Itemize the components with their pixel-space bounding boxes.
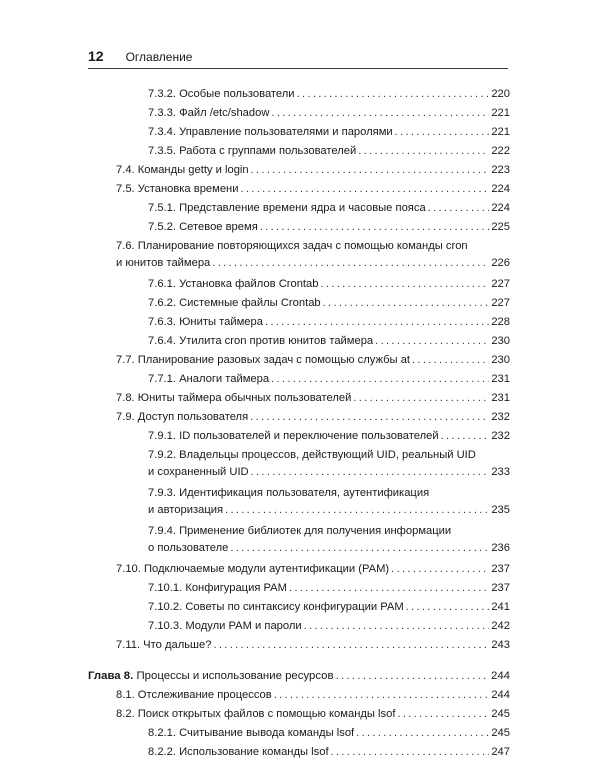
toc-entry-8-2[interactable]: 8.2. Поиск открытых файлов с помощью команды lsof ..... 245 <box>116 706 510 723</box>
toc-entry-7-11[interactable]: 7.11. Что дальше? ..... 243 <box>116 637 510 654</box>
toc-chapter-8[interactable]: Глава 8. Процессы и использование ресурсов ..... 244 <box>88 668 510 685</box>
toc-entry-7-6-4[interactable]: 7.6.4. Утилита cron против юнитов таймера ..... 230 <box>148 333 510 350</box>
toc-entry-7-9[interactable]: 7.9. Доступ пользователя ..... 232 <box>116 409 510 426</box>
toc-entry-7-5-2[interactable]: 7.5.2. Сетевое время ..... 225 <box>148 219 510 236</box>
toc-entry-7-3-2[interactable]: 7.3.2. Особые пользователи ..... 220 <box>148 86 510 103</box>
toc-entry-7-10-3[interactable]: 7.10.3. Модули PAM и пароли ..... 242 <box>148 618 510 635</box>
toc-entry-7-10-1[interactable]: 7.10.1. Конфигурация PAM ..... 237 <box>148 580 510 597</box>
toc-entry-7-7[interactable]: 7.7. Планирование разовых задач с помощью службы at ..... 230 <box>116 352 510 369</box>
toc-entry-7-3-4[interactable]: 7.3.4. Управление пользователями и паролями ..... 221 <box>148 124 510 141</box>
toc-entry-7-3-3[interactable]: 7.3.3. Файл /etc/shadow ..... 221 <box>148 105 510 122</box>
toc-entry-7-10[interactable]: 7.10. Подключаемые модули аутентификации (PAM) ..... 237 <box>116 561 510 578</box>
toc-entry-7-9-3[interactable]: 7.9.3. Идентификация пользователя, аутентификация и авторизация ..... 235 <box>148 485 510 519</box>
toc-entry-8-1[interactable]: 8.1. Отслеживание процессов ..... 244 <box>116 687 510 704</box>
toc-entry-7-4[interactable]: 7.4. Команды getty и login ..... 223 <box>116 162 510 179</box>
toc-entry-7-5[interactable]: 7.5. Установка времени ..... 224 <box>116 181 510 198</box>
toc-entry-7-3-5[interactable]: 7.3.5. Работа с группами пользователей ..... 222 <box>148 143 510 160</box>
toc-entry-7-9-2[interactable]: 7.9.2. Владельцы процессов, действующий UID, реальный UID и сохраненный UID ..... 233 <box>148 447 510 481</box>
toc-entry-7-9-1[interactable]: 7.9.1. ID пользователей и переключение пользователей ..... 232 <box>148 428 510 445</box>
toc-entry-7-10-2[interactable]: 7.10.2. Советы по синтаксису конфигурации PAM ..... 241 <box>148 599 510 616</box>
page-number: 12 <box>88 48 104 64</box>
chapter-label: Глава 8. <box>88 670 134 682</box>
toc-entry-7-6-1[interactable]: 7.6.1. Установка файлов Crontab ..... 227 <box>148 276 510 293</box>
page-header <box>88 44 508 69</box>
toc-entry-7-9-4[interactable]: 7.9.4. Применение библиотек для получения информации о пользователе ..... 236 <box>148 523 510 557</box>
toc-entry-7-7-1[interactable]: 7.7.1. Аналоги таймера ..... 231 <box>148 371 510 388</box>
toc-entry-7-6-2[interactable]: 7.6.2. Системные файлы Crontab ..... 227 <box>148 295 510 312</box>
toc-entry-7-6[interactable]: 7.6. Планирование повторяющихся задач с помощью команды cron и юнитов таймера ..... 226 <box>116 238 510 272</box>
toc-entry-7-5-1[interactable]: 7.5.1. Представление времени ядра и часовые пояса ..... 224 <box>148 200 510 217</box>
toc-entry-8-2-2[interactable]: 8.2.2. Использование команды lsof ..... 247 <box>148 744 510 761</box>
toc-entry-7-6-3[interactable]: 7.6.3. Юниты таймера ..... 228 <box>148 314 510 331</box>
toc-entry-7-8[interactable]: 7.8. Юниты таймера обычных пользователей ..... 231 <box>116 390 510 407</box>
running-title: Оглавление <box>125 50 193 64</box>
toc-entry-8-2-1[interactable]: 8.2.1. Считывание вывода команды lsof ..... 245 <box>148 725 510 742</box>
